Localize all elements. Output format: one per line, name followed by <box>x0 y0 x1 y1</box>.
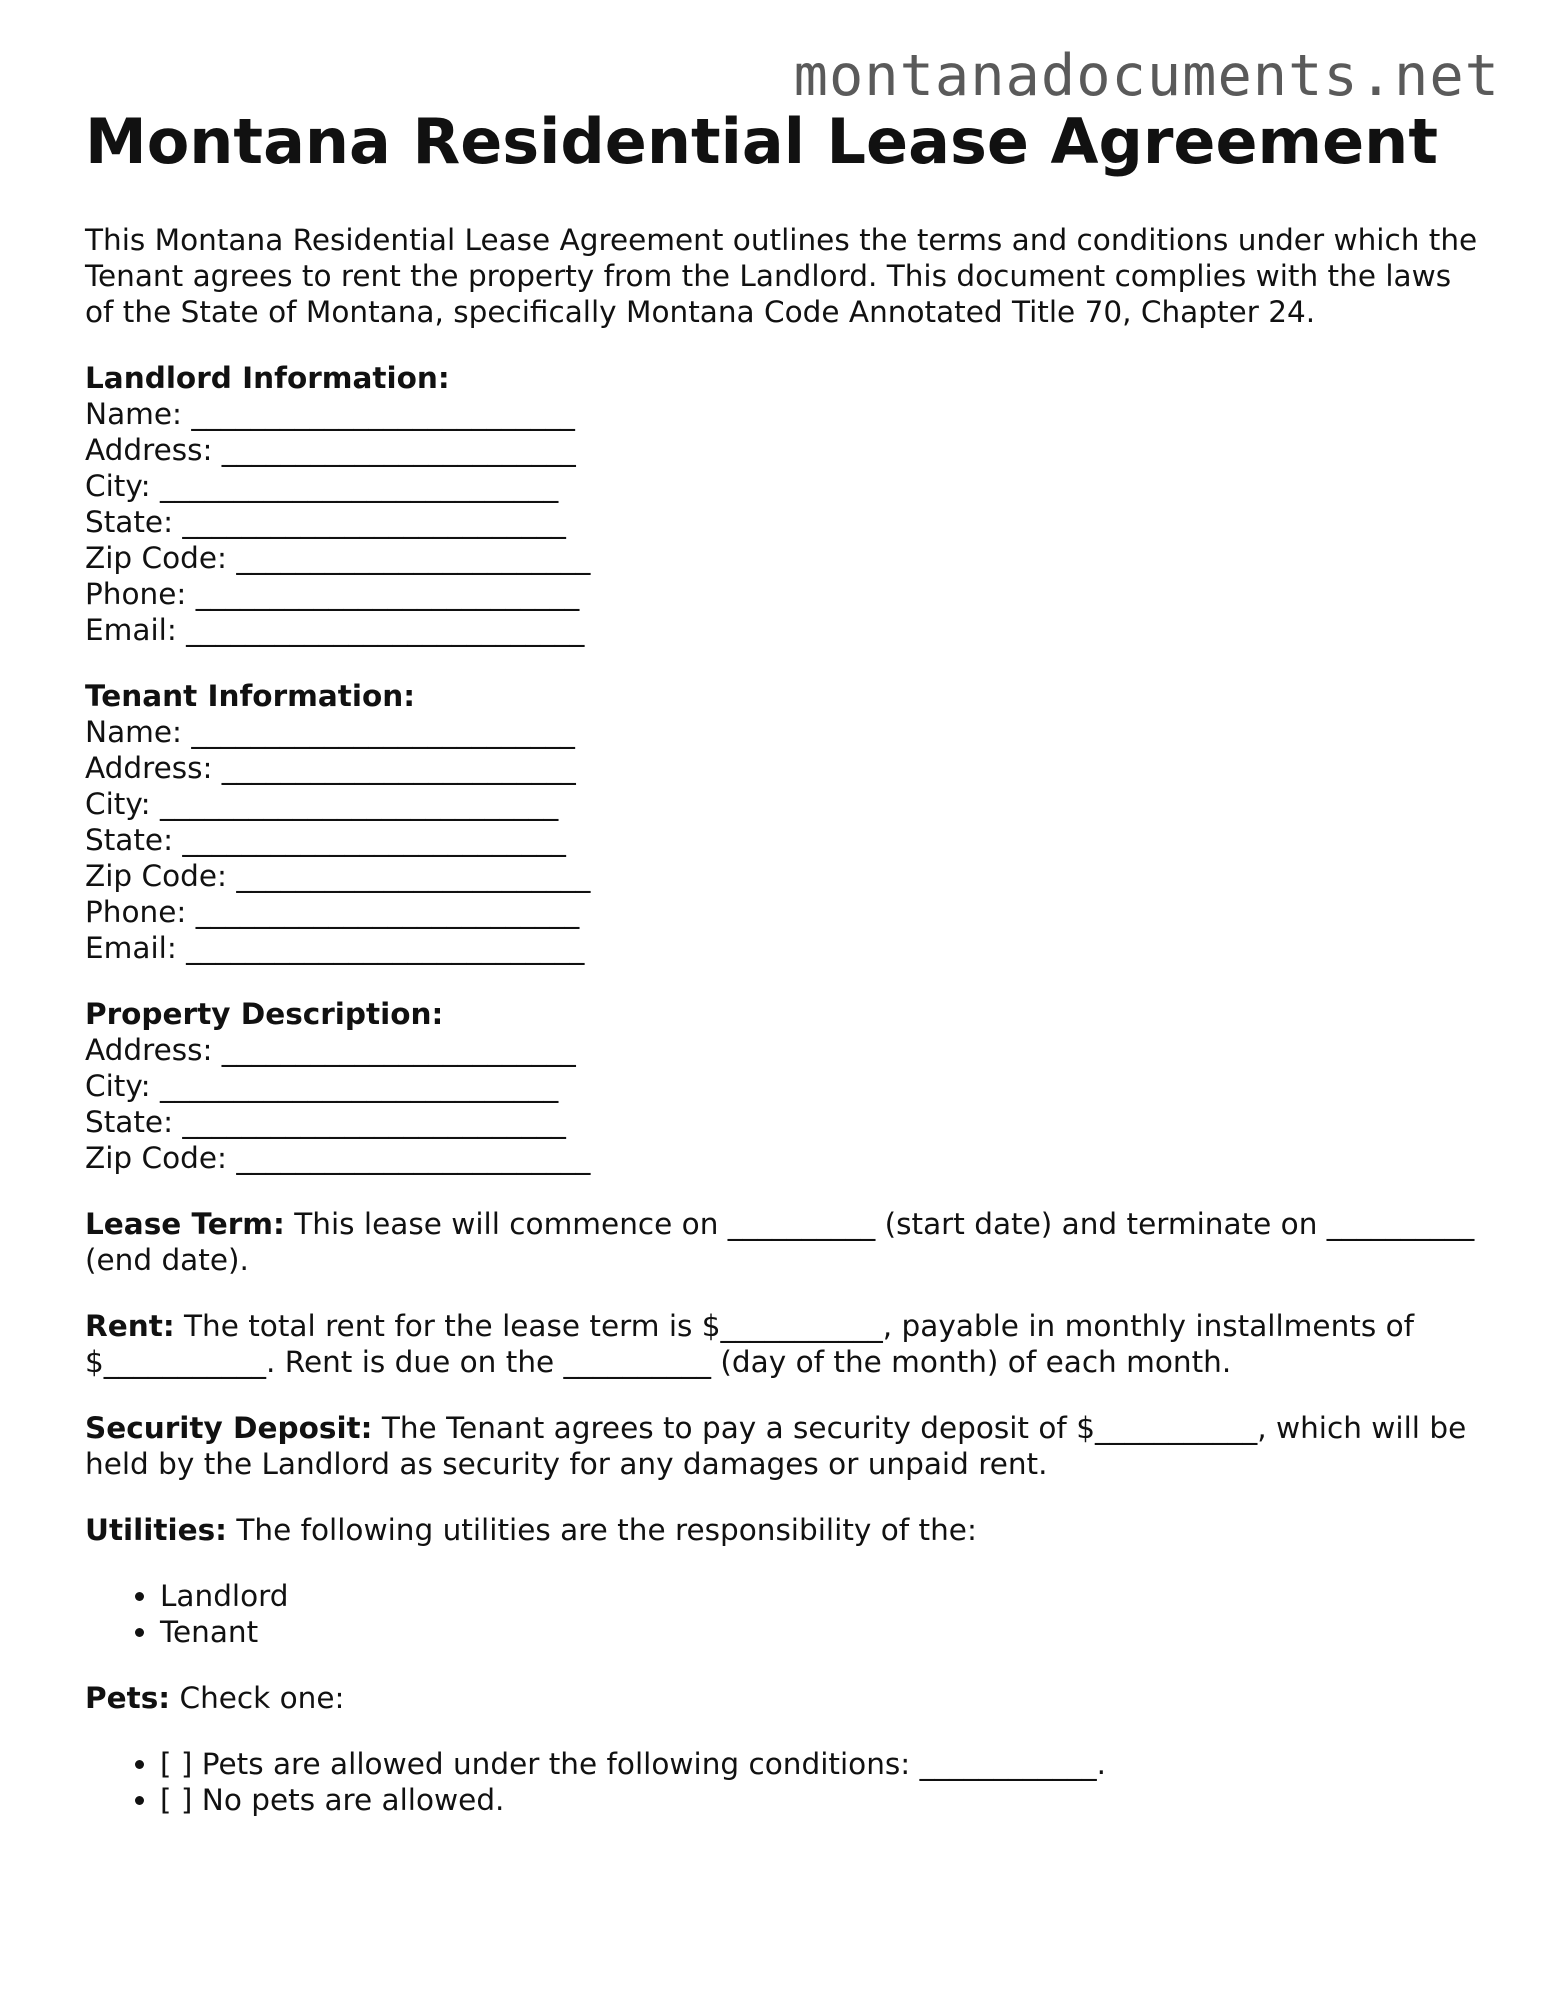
landlord-address-field: Address: ________________________ <box>85 433 576 467</box>
tenant-phone-field: Phone: __________________________ <box>85 895 580 929</box>
tenant-name-field: Name: __________________________ <box>85 715 575 749</box>
landlord-section <box>85 360 1485 648</box>
rent-paragraph <box>85 1308 1485 1380</box>
property-section <box>85 996 1485 1176</box>
utilities-text: The following utilities are the responsibility of the: <box>226 1513 977 1547</box>
document-text <box>85 222 1485 1848</box>
rent-text: The total rent for the lease term is $___________, payable in monthly installments of $___________. Rent is due on the __________ (day of the month) of each month. <box>85 1309 1415 1379</box>
tenant-email-field: Email: ___________________________ <box>85 931 585 965</box>
landlord-phone-field: Phone: __________________________ <box>85 577 580 611</box>
property-address-field: Address: ________________________ <box>85 1033 576 1067</box>
pets-label: Pets: <box>85 1681 171 1715</box>
utilities-option-landlord: • Landlord <box>160 1578 1485 1614</box>
intro-paragraph: This Montana Residential Lease Agreement outlines the terms and conditions under which the Tenant agrees to rent the property from the Landlord. This document complies with the laws of the State of Montana, specifically Montana Code Annotated Title 70, Chapter 24. <box>85 223 1478 329</box>
landlord-name-field: Name: __________________________ <box>85 397 575 431</box>
security-deposit-label: Security Deposit: <box>85 1411 373 1445</box>
utilities-option-tenant: • Tenant <box>160 1614 1485 1650</box>
pets-paragraph <box>85 1680 1485 1716</box>
utilities-list <box>85 1578 1485 1650</box>
landlord-state-field: State: __________________________ <box>85 505 566 539</box>
pets-option-not-allowed: • [ ] No pets are allowed. <box>160 1782 1485 1818</box>
landlord-zip-field: Zip Code: ________________________ <box>85 541 591 575</box>
property-heading: Property Description: <box>85 997 444 1031</box>
tenant-address-field: Address: ________________________ <box>85 751 576 785</box>
tenant-city-field: City: ___________________________ <box>85 787 559 821</box>
pets-text: Check one: <box>170 1681 345 1715</box>
tenant-heading: Tenant Information: <box>85 679 416 713</box>
tenant-section <box>85 678 1485 966</box>
lease-term-label: Lease Term: <box>85 1207 285 1241</box>
watermark: montanadocuments.net <box>793 43 1500 109</box>
utilities-label: Utilities: <box>85 1513 227 1547</box>
property-state-field: State: __________________________ <box>85 1105 566 1139</box>
security-deposit-paragraph <box>85 1410 1485 1482</box>
security-deposit-text: The Tenant agrees to pay a security deposit of $___________, which will be held by the Landlord as security for any damages or unpaid rent. <box>85 1411 1467 1481</box>
tenant-zip-field: Zip Code: ________________________ <box>85 859 591 893</box>
lease-term-text: This lease will commence on __________ (start date) and terminate on __________ (end date). <box>85 1207 1475 1277</box>
property-zip-field: Zip Code: ________________________ <box>85 1141 591 1175</box>
landlord-heading: Landlord Information: <box>85 361 450 395</box>
lease-term-paragraph <box>85 1206 1485 1278</box>
property-city-field: City: ___________________________ <box>85 1069 559 1103</box>
tenant-state-field: State: __________________________ <box>85 823 566 857</box>
pets-option-allowed: • [ ] Pets are allowed under the following conditions: ____________. <box>160 1746 1485 1782</box>
rent-label: Rent: <box>85 1309 175 1343</box>
document-title: Montana Residential Lease Agreement <box>85 105 1438 178</box>
utilities-paragraph <box>85 1512 1485 1548</box>
landlord-city-field: City: ___________________________ <box>85 469 559 503</box>
landlord-email-field: Email: ___________________________ <box>85 613 585 647</box>
pets-list <box>85 1746 1485 1818</box>
